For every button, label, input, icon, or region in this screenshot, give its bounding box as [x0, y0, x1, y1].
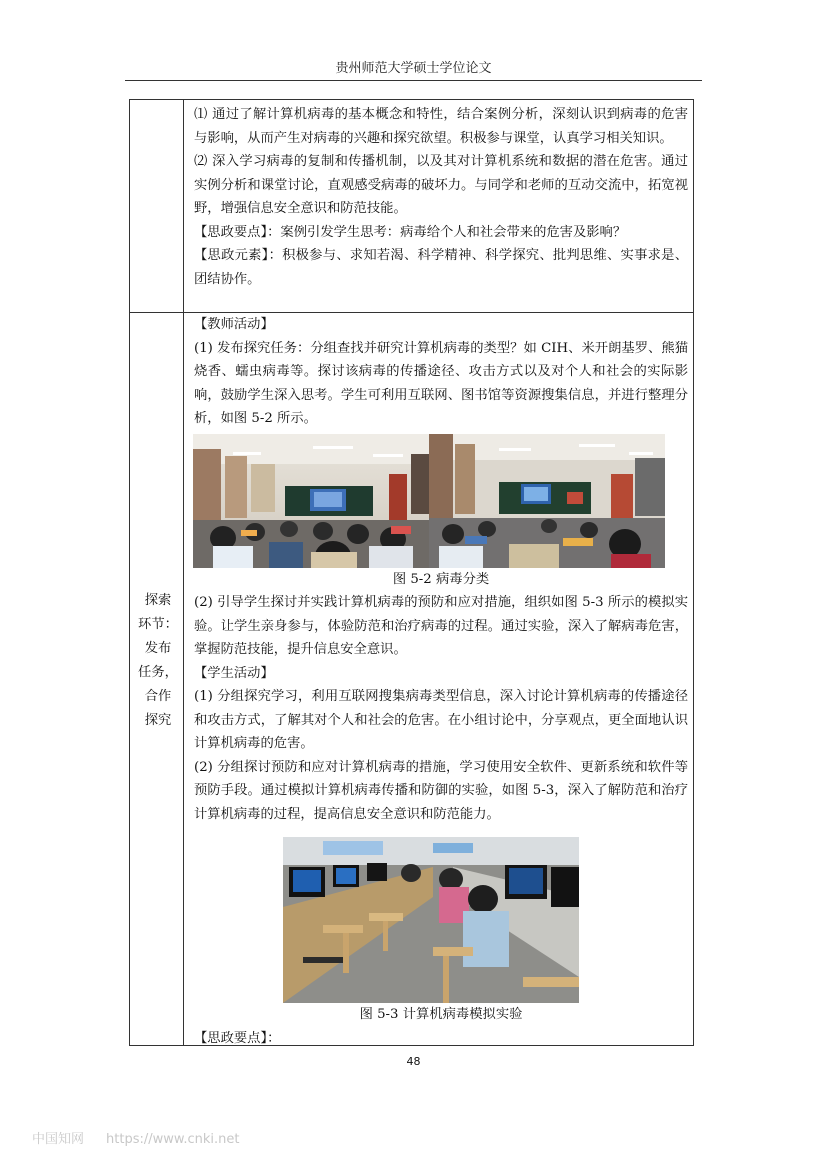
ideology-point-heading: 【思政要点】： — [194, 1030, 281, 1046]
objectives-cell — [194, 103, 688, 291]
watermark-brand: 中国知网 — [32, 1132, 85, 1147]
stage-label-line: 任务， — [138, 665, 178, 680]
classroom-photo-left — [193, 434, 429, 568]
header-rule — [125, 80, 702, 81]
watermark-url: https://www.cnki.net — [106, 1132, 240, 1147]
objective-paragraph-1: ⑴ 通过了解计算机病毒的基本概念和特性，结合案例分析，深刻认识到病毒的危害与影响，从而产生对病毒的兴趣和探究欲望。积极参与课堂，认真学习相关知识。 — [194, 107, 688, 146]
stage-label-line: 探究 — [144, 713, 172, 728]
table-column-divider — [183, 100, 184, 1045]
activities-cell — [194, 313, 688, 1050]
running-header: 贵州师范大学硕士学位论文 — [335, 61, 492, 76]
ideology-elements: 【思政元素】：积极参与、求知若渴、科学精神、科学探究、批判思维、实事求是、团结协作。 — [194, 248, 688, 287]
figure-5-3-lab-photo — [283, 837, 579, 1003]
figure-5-2-caption: 图 5-2 病毒分类 — [392, 571, 490, 587]
teacher-activity-heading: 【教师活动】 — [194, 317, 274, 332]
page-number: 48 — [406, 1055, 421, 1068]
classroom-photo-right — [429, 434, 665, 568]
stage-label-line: 发布 — [144, 641, 172, 656]
student-activity-2: (2) 分组探讨预防和应对计算机病毒的措施，学习使用安全软件、更新系统和软件等预防手段。通过模拟计算机病毒传播和防御的实验，如图 5-3，深入了解防范和治疗计算机病毒的过程，提高信息安全意识和防范能力。 — [194, 759, 688, 822]
lesson-table — [129, 99, 694, 1046]
stage-label-line: 合作 — [144, 689, 172, 704]
teacher-activity-2: (2) 引导学生探讨并实践计算机病毒的预防和应对措施，组织如图 5-3 所示的模拟实验。让学生亲身参与，体验防范和治疗病毒的过程。通过实验，深入了解病毒危害，掌握防范技能，提升信息安全意识。 — [194, 595, 688, 657]
stage-label-line: 环节： — [138, 617, 178, 632]
stage-label — [138, 589, 178, 733]
figure-5-2-classroom-photos — [193, 434, 665, 568]
cnki-watermark — [32, 1128, 239, 1147]
student-activity-heading: 【学生活动】 — [194, 665, 274, 681]
stage-label-line: 探索 — [144, 593, 172, 608]
figure-5-3-caption: 图 5-3 计算机病毒模拟实验 — [359, 1007, 523, 1022]
ideology-point: 【思政要点】：案例引发学生思考：病毒给个人和社会带来的危害及影响？ — [194, 224, 627, 240]
teacher-activity-1: (1) 发布探究任务：分组查找并研究计算机病毒的类型？如 CIH、米开朗基罗、熊猫烧香、蠕虫病毒等。探讨该病毒的传播途径、攻击方式以及对个人和社会的实际影响，鼓励学生深入思考。学生可利用互联网、图书馆等资源搜集信息，并进行整理分析，如图 5-2 所示。 — [194, 340, 688, 426]
student-activity-1: (1) 分组探究学习，利用互联网搜集病毒类型信息，深入讨论计算机病毒的传播途径和攻击方式，了解其对个人和社会的危害。在小组讨论中，分享观点，更全面地认识计算机病毒的危害。 — [194, 689, 688, 751]
objective-paragraph-2: ⑵ 深入学习病毒的复制和传播机制，以及其对计算机系统和数据的潜在危害。通过实例分析和课堂讨论，直观感受病毒的破坏力。与同学和老师的互动交流中，拓宽视野，增强信息安全意识和防范技能。 — [194, 154, 688, 216]
